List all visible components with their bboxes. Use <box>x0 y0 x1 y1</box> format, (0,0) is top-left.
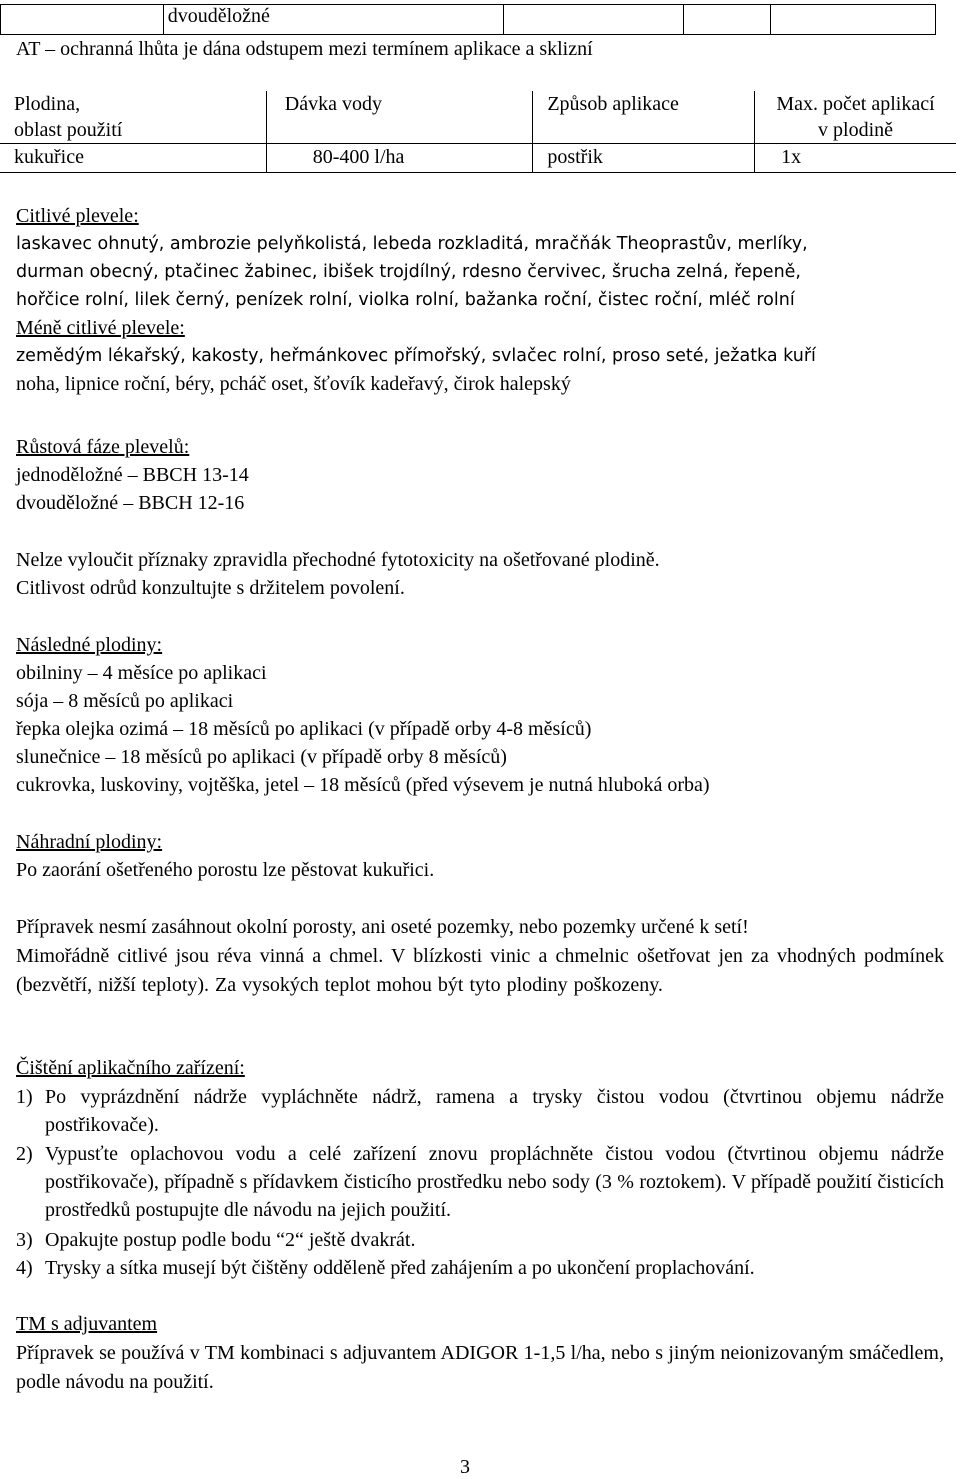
dose-table-header-row <box>0 91 956 144</box>
dose-table <box>0 91 956 173</box>
less-sensitive-line: zemědým lékařský, kakosty, heřmánkovec přímořský, svlačec rolní, proso seté, ježatka kuří <box>16 346 816 366</box>
cleaning-item-number: 3) <box>16 1229 33 1251</box>
cell-method: postřik <box>533 144 755 173</box>
cleaning-item <box>16 1254 944 1282</box>
cleaning-item-number: 4) <box>16 1257 33 1279</box>
tm-heading: TM s adjuvantem <box>16 1313 158 1335</box>
top-table <box>0 4 936 35</box>
cleaning-item-text: Trysky a sítka musejí být čištěny odděleně před zahájením a po ukončení proplachování. <box>45 1257 755 1279</box>
less-sensitive-heading: Méně citlivé plevele: <box>16 317 185 339</box>
dose-table-row <box>0 144 956 173</box>
replacement-heading: Náhradní plodiny: <box>16 831 163 853</box>
cleaning-item-text: Po vyprázdnění nádrže vypláchněte nádrž, ramena a trysky čistou vodou (čtvrtinou objemu nádrže postřikovače). <box>45 1086 944 1136</box>
cleaning-item-number: 2) <box>16 1143 33 1165</box>
phyto-line: Nelze vyloučit příznaky zpravidla přechodné fytotoxicity na ošetřované plodině. <box>16 549 660 571</box>
cleaning-item-text: Vypusťte oplachovou vodu a celé zařízení znovu propláchněte čistou vodou (čtvrtinou objemu nádrže postřikovače), případně s přídavkem čisticího prostředku nebo sody (3 % roztokem). V případě použití čisticích prostředků postupujte dle návodu na jejich použití. <box>45 1143 944 1221</box>
growth-heading: Růstová fáze plevelů: <box>16 436 190 458</box>
growth-line: jednoděložné – BBCH 13-14 <box>16 464 249 486</box>
header-crop: Plodina, oblast použití <box>0 91 266 144</box>
tm-paragraph: Přípravek se používá v TM kombinaci s adjuvantem ADIGOR 1-1,5 l/ha, nebo s jiným neionizovaným smáčedlem, podle návodu na použití. <box>16 1342 944 1393</box>
cleaning-item <box>16 1083 944 1139</box>
header-max-apps: Max. počet aplikací v plodině <box>755 91 956 144</box>
top-table-cell-empty <box>684 5 771 35</box>
sensitive-heading: Citlivé plevele: <box>16 205 139 227</box>
top-table-cell-empty <box>1 5 164 35</box>
cleaning-heading: Čištění aplikačního zařízení: <box>16 1057 245 1079</box>
cleaning-item-number: 1) <box>16 1086 33 1108</box>
drift-paragraph: Mimořádně citlivé jsou réva vinná a chmel. V blízkosti vinic a chmelnic ošetřovat jen za vhodných podmínek (bezvětří, nižší teploty). Za vysokých teplot mohou být tyto plodiny poškozeny. <box>16 945 944 996</box>
cell-max-apps: 1x <box>755 144 956 173</box>
less-sensitive-line: noha, lipnice roční, béry, pcháč oset, šťovík kadeřavý, čirok halepský <box>16 373 571 395</box>
top-table-cell-empty <box>771 5 936 35</box>
following-line: cukrovka, luskoviny, vojtěška, jetel – 18 měsíců (před výsevem je nutná hluboká orba) <box>16 774 710 796</box>
following-line: obilniny – 4 měsíce po aplikaci <box>16 662 267 684</box>
following-heading: Následné plodiny: <box>16 634 163 656</box>
phyto-line: Citlivost odrůd konzultujte s držitelem povolení. <box>16 577 405 599</box>
cell-crop: kukuřice <box>0 144 266 173</box>
sensitive-line: durman obecný, ptačinec žabinec, ibišek trojdílný, rdesno červivec, šrucha zelná, řepeně, <box>16 262 801 282</box>
at-note: AT – ochranná lhůta je dána odstupem mezi termínem aplikace a sklizní <box>16 38 593 60</box>
sensitive-line: hořčice rolní, lilek černý, penízek rolní, violka rolní, bažanka roční, čistec roční, mléč rolní <box>16 290 795 310</box>
cleaning-item-text: Opakujte postup podle bodu “2“ ještě dvakrát. <box>45 1229 416 1251</box>
top-table-cell-empty <box>504 5 684 35</box>
drift-warning: Přípravek nesmí zasáhnout okolní porosty, ani oseté pozemky, nebo pozemky určené k setí! <box>16 916 749 938</box>
page-number: 3 <box>460 1456 470 1478</box>
cell-water: 80-400 l/ha <box>266 144 533 173</box>
top-table-cell: dvouděložné <box>163 5 504 35</box>
following-line: slunečnice – 18 měsíců po aplikaci (v případě orby 8 měsíců) <box>16 746 507 768</box>
following-line: řepka olejka ozimá – 18 měsíců po aplikaci (v případě orby 4-8 měsíců) <box>16 718 592 740</box>
header-method: Způsob aplikace <box>533 91 755 144</box>
cleaning-item <box>16 1140 944 1224</box>
cleaning-item <box>16 1226 944 1254</box>
sensitive-line: laskavec ohnutý, ambrozie pelyňkolistá, lebeda rozkladitá, mračňák Theoprastův, merlíky, <box>16 234 808 254</box>
growth-line: dvouděložné – BBCH 12-16 <box>16 492 245 514</box>
following-line: sója – 8 měsíců po aplikaci <box>16 690 234 712</box>
header-water: Dávka vody <box>266 91 533 144</box>
replacement-text: Po zaorání ošetřeného porostu lze pěstovat kukuřici. <box>16 859 435 881</box>
